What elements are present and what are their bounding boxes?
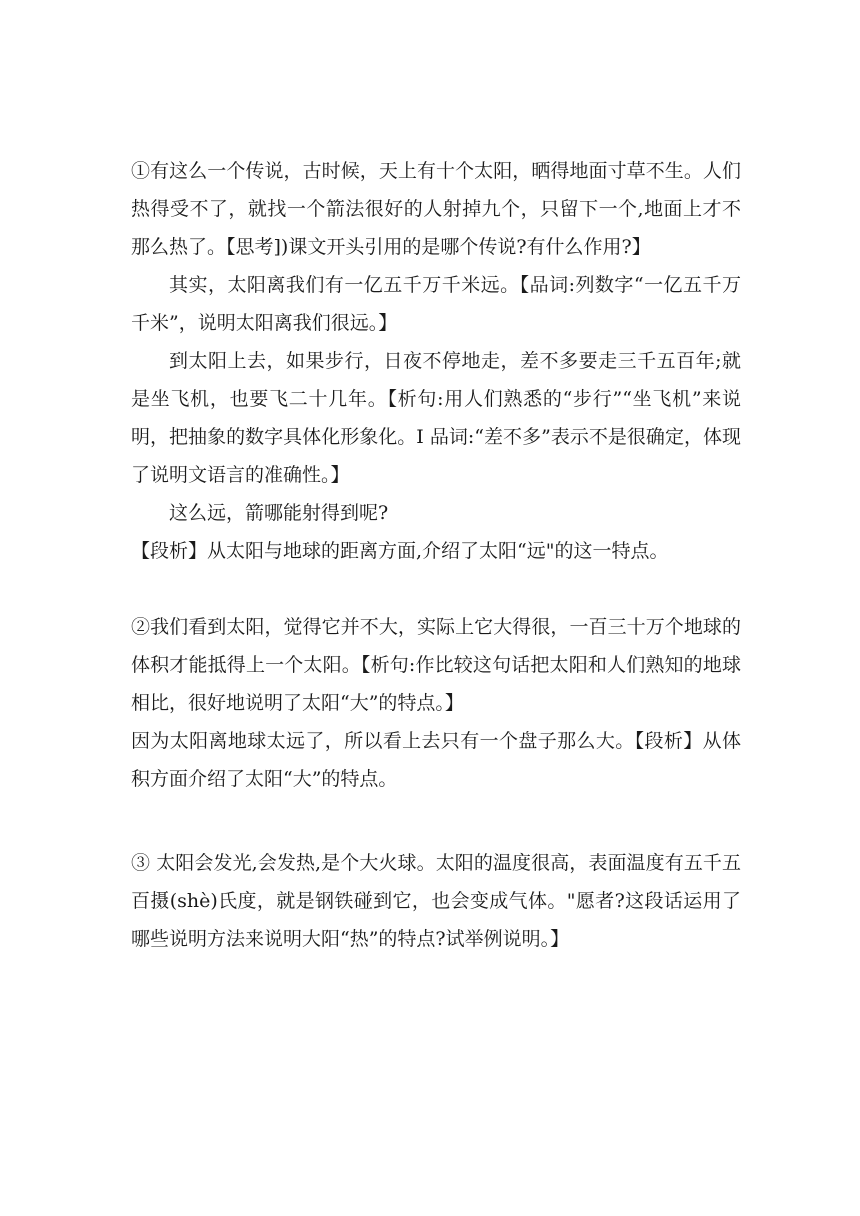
paragraph-size: ②我们看到太阳，觉得它并不大，实际上它大得很，一百三十万个地球的体积才能抵得上一个太阳。【析句:作比较这句话把太阳和人们熟知的地球相比，很好地说明了太阳“大”的特点。】 [131,616,741,714]
paragraph-arrow-question: 这么远，箭哪能射得到呢? [169,502,389,524]
paragraph-heat: ③ 太阳会发光,会发热,是个大火球。太阳的温度很高，表面温度有五千五百摄(shè)氏度，就是钢铁碰到它，也会变成气体。"愿者?这段话运用了哪些说明方法来说明大阳“热”的特点?试举例说明。】 [131,852,741,950]
paragraph-analysis-far: 【段析】从太阳与地球的距离方面,介绍了太阳“远"的这一特点。 [131,540,669,562]
paragraph-analysis-big: 因为太阳离地球太远了，所以看上去只有一个盘子那么大。【段析】从体积方面介绍了太阳“大”的特点。 [131,730,741,790]
paragraph-travel-time: 到太阳上去，如果步行，日夜不停地走，差不多要走三千五百年;就是坐飞机，也要飞二十几年。【析句:用人们熟悉的“步行”“坐飞机”来说明，把抽象的数字具体化形象化。I 品词:“差不多”表示不是很确定，体现了说明文语言的准确性。】 [131,350,741,486]
document-page [131,152,741,958]
paragraph-legend-intro: ①有这么一个传说，古时候，天上有十个太阳，晒得地面寸草不生。人们热得受不了，就找一个箭法很好的人射掉九个，只留下一个,地面上才不那么热了。【思考])课文开头引用的是哪个传说?有什么作用?】 [131,160,741,258]
paragraph-distance: 其实，太阳离我们有一亿五千万千米远。【品词:列数字“一亿五千万千米”，说明太阳离我们很远。】 [131,274,741,334]
